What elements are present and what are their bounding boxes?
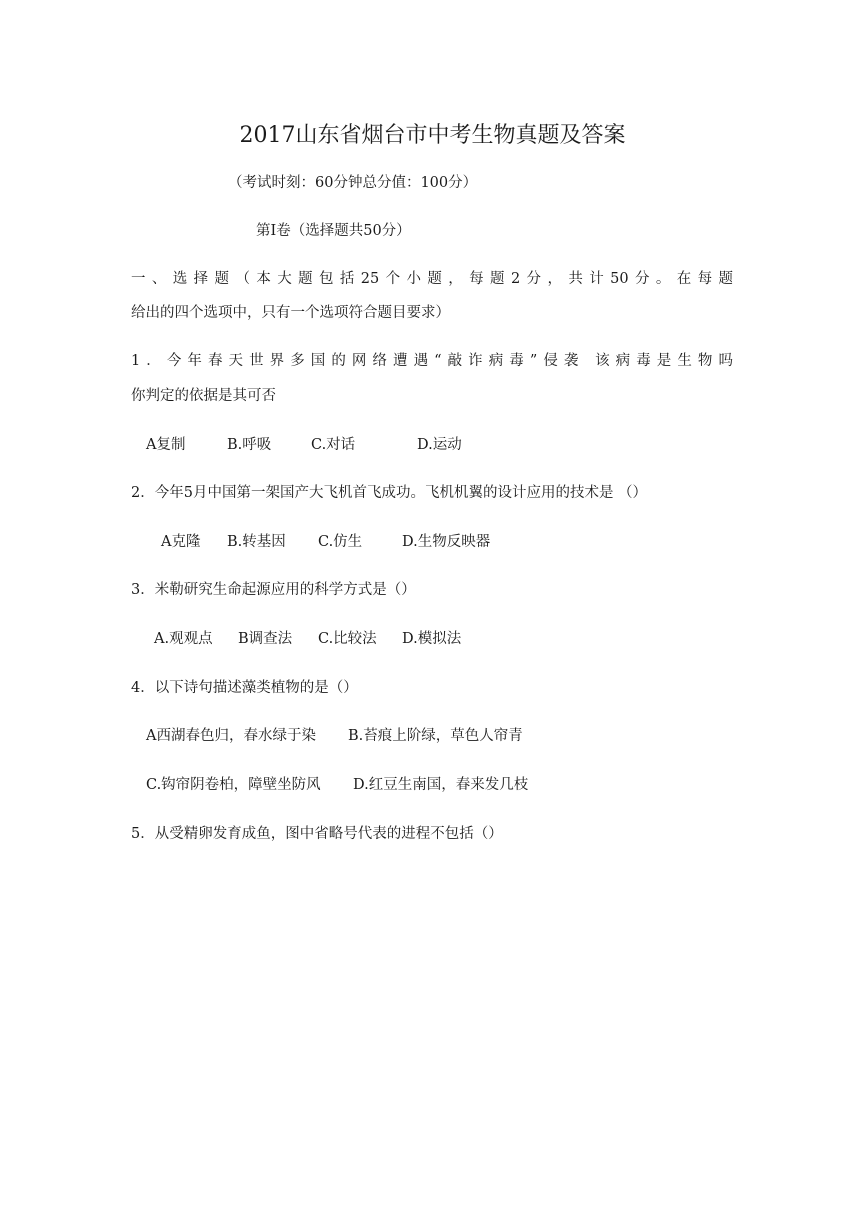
question-2-option-c: C.仿生 [318, 534, 363, 550]
question-4-option-c: C.钩帘阴卷柏，障壁坐防风 [146, 777, 321, 793]
exam-info: （考试时刻：60分钟总分值：100分） [228, 175, 478, 191]
question-3-option-c: C.比较法 [318, 631, 377, 647]
question-2-option-b: B.转基因 [227, 534, 286, 550]
question-1-option-a: A复制 [146, 437, 186, 453]
question-1-text-line-2: 你判定的依据是其可否 [131, 388, 276, 404]
question-5-text: 5．从受精卵发育成鱼，图中省略号代表的进程不包括（） [131, 826, 503, 842]
question-1-text-line-1: 1．今年春天世界多国的网络遭遇“敲诈病毒”侵袭 该病毒是生物吗 [131, 353, 733, 369]
question-1-option-d: D.运动 [417, 437, 462, 453]
question-3-option-a: A.观观点 [154, 631, 213, 647]
question-3-option-b: B调查法 [238, 631, 293, 647]
instructions-line-1: 一、选择题（本大题包括25个小题，每题2分，共计50分。在每题 [131, 271, 733, 287]
document-title: 2017山东省烟台市中考生物真题及答案 [239, 123, 626, 148]
section-heading: 第Ⅰ卷（选择题共50分） [256, 223, 411, 239]
instructions-line-2: 给出的四个选项中，只有一个选项符合题目要求） [131, 305, 450, 321]
question-2-option-a: A克隆 [161, 534, 201, 550]
question-2-text: 2．今年5月中国第一架国产大飞机首飞成功。飞机机翼的设计应用的技术是 （） [131, 485, 648, 501]
question-4-option-a: A西湖春色归，春水绿于染 [146, 728, 316, 744]
question-4-text: 4．以下诗句描述藻类植物的是（） [131, 680, 358, 696]
question-4-option-b: B.苔痕上阶绿，草色人帘青 [348, 728, 523, 744]
question-1-option-c: C.对话 [311, 437, 356, 453]
question-2-option-d: D.生物反映器 [402, 534, 491, 550]
question-3-option-d: D.模拟法 [402, 631, 462, 647]
question-1-option-b: B.呼吸 [227, 437, 272, 453]
question-3-text: 3．米勒研究生命起源应用的科学方式是（） [131, 582, 416, 598]
question-4-option-d: D.红豆生南国，春来发几枝 [353, 777, 529, 793]
